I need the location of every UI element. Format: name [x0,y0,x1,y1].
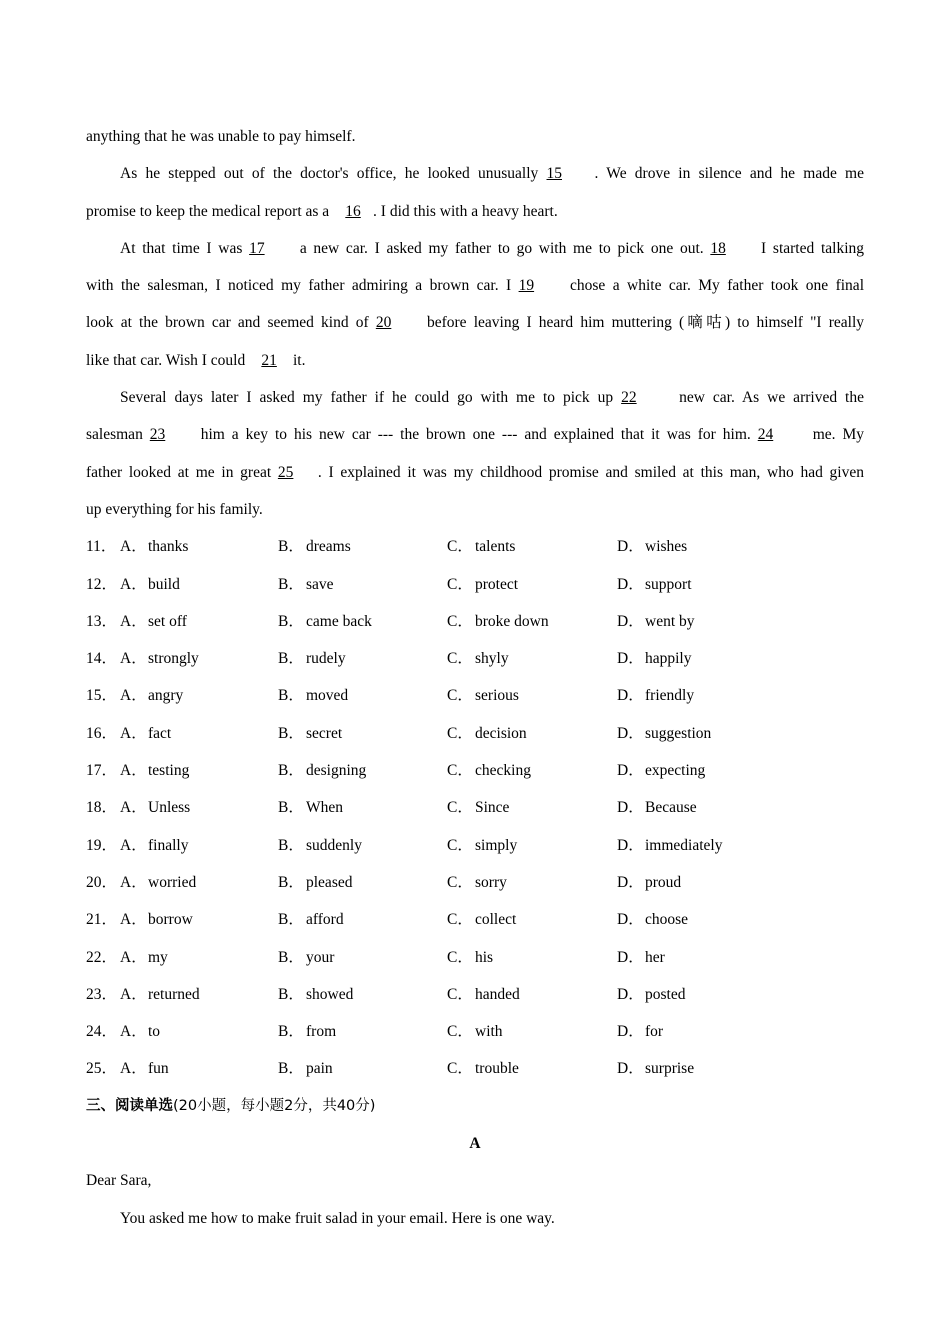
option-b: suddenly [306,836,362,854]
option-letter-c: C． [447,836,473,854]
option-row [86,901,864,938]
option-letter-a: A． [120,873,147,891]
option-letter-b: B． [278,538,304,556]
option-letter-b: B． [278,687,304,705]
document-page [86,118,864,1237]
question-number: 22． [86,948,118,966]
option-letter-a: A． [120,799,147,817]
blank-22: 22 [621,389,637,407]
blank-21: 21 [261,351,277,369]
option-b: pleased [306,873,353,891]
option-c: trouble [475,1060,519,1078]
option-a: set off [148,612,187,630]
option-b: dreams [306,538,351,556]
passage-line: At that time I was 17 a new car. I asked my father to go with me to pick one out. 18 I started talking [86,230,864,267]
option-c: protect [475,575,519,593]
passage-line: salesman 23 him a key to his new car --- the brown one --- and explained that it was for him. 24 me. My [86,416,864,453]
section-note: (20小题，每小题2分，共40分) [173,1097,376,1114]
option-letter-d: D． [617,538,644,556]
option-a: angry [148,687,184,705]
option-b: afford [306,911,344,929]
option-letter-b: B． [278,724,304,742]
option-b: designing [306,762,367,780]
question-number: 11． [86,538,117,556]
option-row [86,677,864,714]
blank-25: 25 [277,463,294,481]
option-letter-c: C． [447,1023,473,1041]
option-row [86,976,864,1013]
option-a: fact [148,724,172,742]
option-c: serious [475,687,519,705]
option-letter-c: C． [447,985,473,1003]
question-number: 15． [86,687,118,705]
option-letter-a: A． [120,985,147,1003]
options-list [86,528,864,1087]
option-a: strongly [148,650,199,668]
option-letter-b: B． [278,873,304,891]
question-number: 18． [86,799,118,817]
option-letter-b: B． [278,1023,304,1041]
option-d: went by [645,612,695,630]
option-d: wishes [645,538,688,556]
question-number: 14． [86,650,118,668]
option-letter-b: B． [278,575,304,593]
option-a: borrow [148,911,193,929]
option-row [86,640,864,677]
option-c: his [475,948,494,966]
blank-23: 23 [149,426,166,444]
option-b: pain [306,1060,333,1078]
option-letter-a: A． [120,538,147,556]
option-letter-d: D． [617,612,644,630]
option-c: simply [475,836,518,854]
blank-15: 15 [546,165,562,183]
option-c: shyly [475,650,509,668]
option-row [86,789,864,826]
option-c: sorry [475,873,507,891]
option-row [86,1013,864,1050]
blank-16: 16 [345,202,361,220]
question-number: 23． [86,985,118,1003]
blank-20: 20 [375,314,392,332]
option-d: expecting [645,762,706,780]
option-letter-a: A． [120,836,147,854]
option-row [86,603,864,640]
option-letter-c: C． [447,762,473,780]
option-c: decision [475,724,527,742]
option-letter-c: C． [447,724,473,742]
option-letter-b: B． [278,948,304,966]
option-letter-d: D． [617,836,644,854]
option-letter-d: D． [617,762,644,780]
option-a: fun [148,1060,169,1078]
option-row [86,715,864,752]
option-letter-d: D． [617,687,644,705]
question-number: 21． [86,911,118,929]
option-letter-c: C． [447,799,473,817]
option-b: from [306,1023,337,1041]
option-d: suggestion [645,724,712,742]
letter-greeting: Dear Sara, [86,1172,152,1190]
option-a: testing [148,762,190,780]
option-a: finally [148,836,189,854]
option-letter-d: D． [617,724,644,742]
question-number: 12． [86,575,118,593]
option-letter-d: D． [617,1060,644,1078]
option-letter-c: C． [447,650,473,668]
option-letter-c: C． [447,911,473,929]
question-number: 16． [86,724,118,742]
option-b: moved [306,687,349,705]
option-letter-a: A． [120,724,147,742]
option-letter-b: B． [278,1060,304,1078]
blank-19: 19 [518,277,535,295]
option-c: with [475,1023,503,1041]
option-d: Because [645,799,697,817]
section-title: 三、阅读单选 [86,1097,173,1114]
option-letter-b: B． [278,911,304,929]
option-a: worried [148,873,197,891]
passage-line: As he stepped out of the doctor's office, he looked unusually 15 . We drove in silence and he made me [86,155,864,192]
option-a: my [148,948,168,966]
question-number: 13． [86,612,118,630]
blank-17: 17 [249,239,265,257]
option-b: rudely [306,650,346,668]
option-b: showed [306,985,354,1003]
option-row [86,1050,864,1087]
option-c: collect [475,911,517,929]
option-letter-b: B． [278,836,304,854]
option-row [86,566,864,603]
option-letter-d: D． [617,873,644,891]
option-letter-d: D． [617,650,644,668]
option-b: When [306,799,344,817]
option-a: returned [148,985,200,1003]
option-letter-c: C． [447,575,473,593]
option-letter-c: C． [447,687,473,705]
option-a: build [148,575,180,593]
question-number: 19． [86,836,118,854]
option-d: happily [645,650,692,668]
option-b: came back [306,612,372,630]
question-number: 20． [86,873,118,891]
option-c: handed [475,985,520,1003]
option-c: talents [475,538,516,556]
option-letter-b: B． [278,762,304,780]
passage-line: with the salesman, I noticed my father admiring a brown car. I 19 chose a white car. My father took one final [86,267,864,304]
option-row [86,939,864,976]
option-b: secret [306,724,343,742]
option-letter-a: A． [120,911,147,929]
option-letter-d: D． [617,985,644,1003]
option-letter-c: C． [447,612,473,630]
option-letter-a: A． [120,687,147,705]
section-heading [86,1088,864,1125]
question-number: 25． [86,1060,118,1078]
option-a: to [148,1023,161,1041]
option-c: broke down [475,612,549,630]
option-letter-a: A． [120,650,147,668]
option-row [86,864,864,901]
option-letter-a: A． [120,762,147,780]
option-letter-c: C． [447,873,473,891]
option-d: choose [645,911,689,929]
option-d: support [645,575,692,593]
option-d: proud [645,873,682,891]
option-letter-d: D． [617,948,644,966]
question-number: 17． [86,762,118,780]
option-letter-b: B． [278,650,304,668]
option-d: posted [645,985,686,1003]
blank-24: 24 [757,426,774,444]
passage-line: Several days later I asked my father if he could go with me to pick up 22 new car. As we arrived the [86,379,864,416]
option-a: Unless [148,799,191,817]
option-letter-a: A． [120,575,147,593]
letter-line: You asked me how to make fruit salad in your email. Here is one way. [120,1209,555,1227]
option-letter-d: D． [617,911,644,929]
option-d: her [645,948,665,966]
option-c: Since [475,799,510,817]
option-letter-a: A． [120,1060,147,1078]
passage-line: like that car. Wish I could 21 it. [86,342,864,379]
option-d: friendly [645,687,695,705]
option-letter-b: B． [278,985,304,1003]
option-c: checking [475,762,531,780]
option-letter-d: D． [617,1023,644,1041]
blank-18: 18 [710,239,726,257]
passage-line: look at the brown car and seemed kind of 20 before leaving I heard him muttering (嘀咕) to himself "I really [86,304,864,341]
option-letter-c: C． [447,1060,473,1078]
option-b: your [306,948,335,966]
option-letter-a: A． [120,948,147,966]
option-row [86,528,864,565]
passage-line: up everything for his family. [86,500,263,518]
passage-line: promise to keep the medical report as a 16 . I did this with a heavy heart. [86,193,864,230]
option-b: save [306,575,334,593]
passage-line: anything that he was unable to pay himself. [86,128,356,145]
option-letter-b: B． [278,799,304,817]
reading-heading: A [469,1135,481,1153]
option-letter-b: B． [278,612,304,630]
option-letter-d: D． [617,799,644,817]
option-letter-a: A． [120,612,147,630]
option-row [86,827,864,864]
option-d: surprise [645,1060,695,1078]
option-letter-c: C． [447,948,473,966]
option-letter-c: C． [447,538,473,556]
option-a: thanks [148,538,189,556]
option-letter-a: A． [120,1023,147,1041]
option-d: for [645,1023,664,1041]
option-letter-d: D． [617,575,644,593]
question-number: 24． [86,1023,118,1041]
option-d: immediately [645,836,723,854]
option-row [86,752,864,789]
passage-line: father looked at me in great 25 . I explained it was my childhood promise and smiled at this man, who had given [86,454,864,491]
